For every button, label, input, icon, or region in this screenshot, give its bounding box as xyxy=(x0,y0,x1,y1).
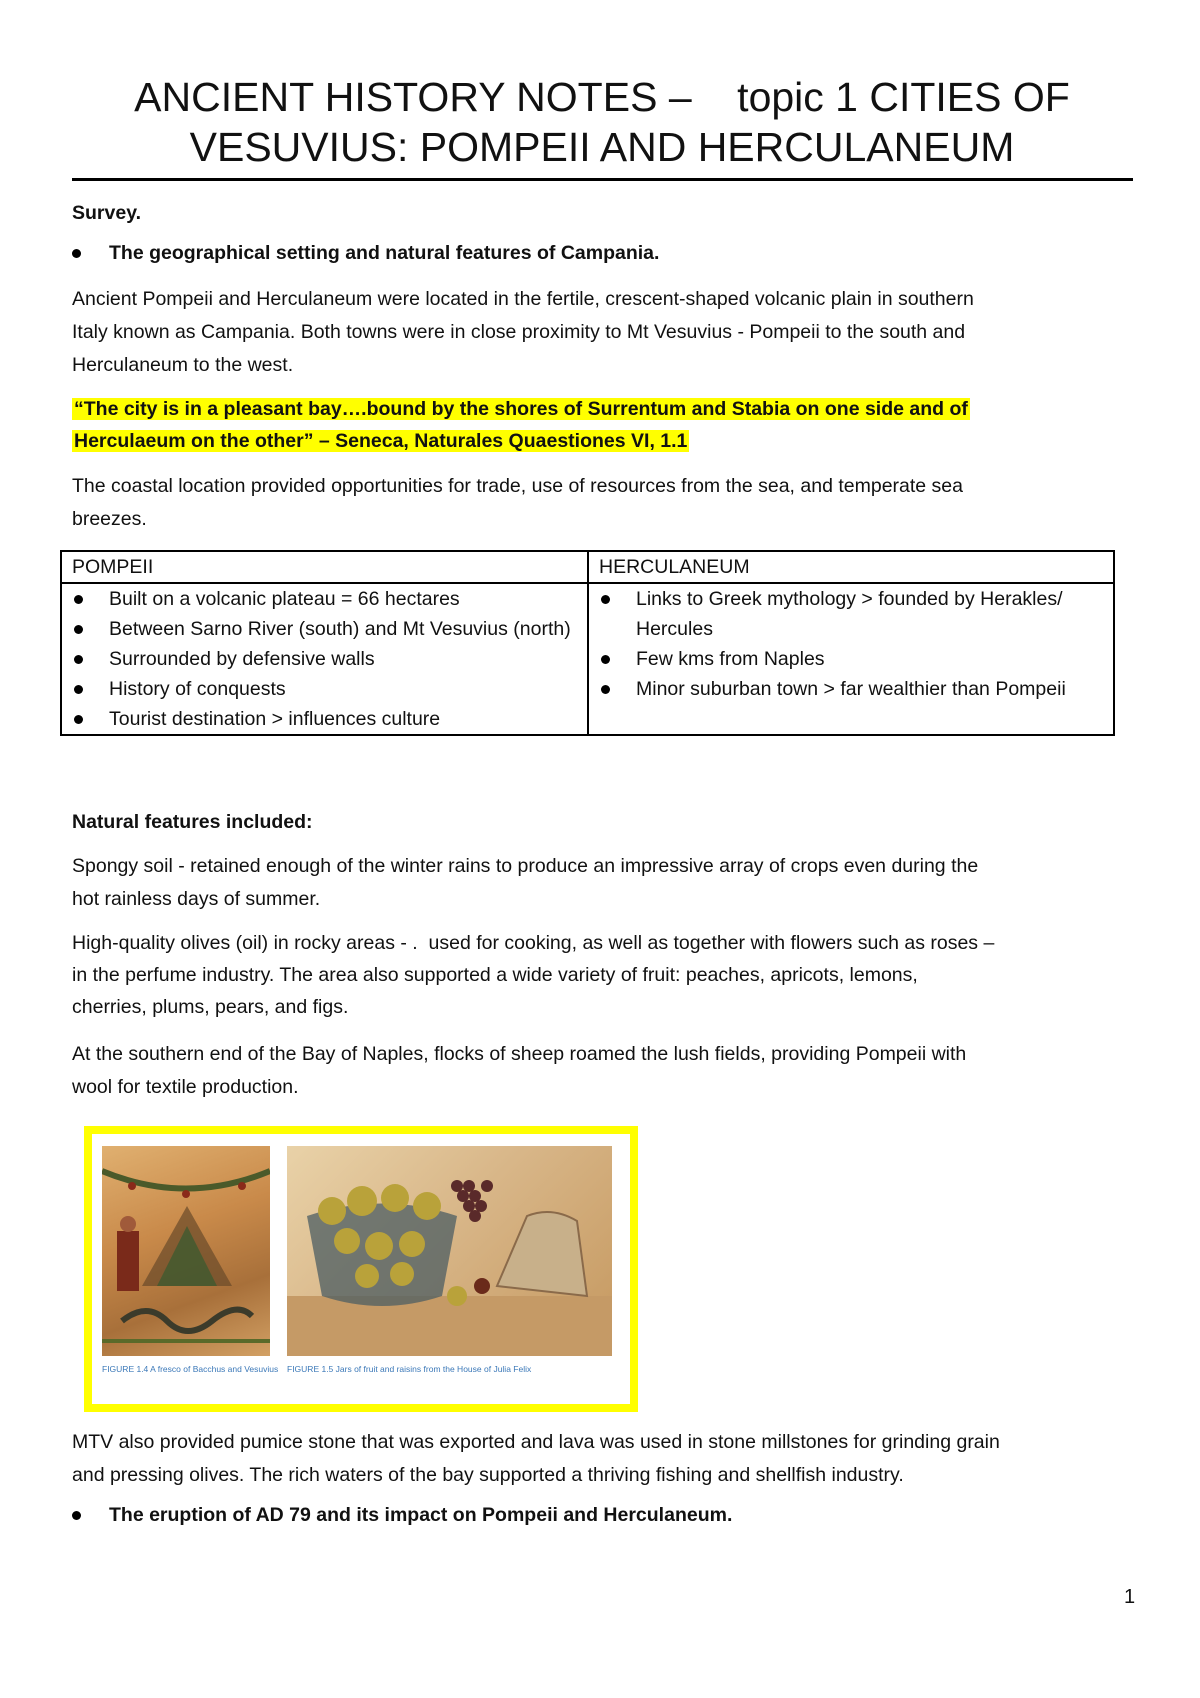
herculaneum-list xyxy=(599,584,1103,704)
bullet-dot-icon xyxy=(72,1511,81,1520)
table-header-herculaneum: HERCULANEUM xyxy=(588,551,1114,583)
comparison-table xyxy=(60,550,1115,736)
sheep-line-1: At the southern end of the Bay of Naples, flocks of sheep roamed the lush fields, providing Pompeii with xyxy=(72,1043,967,1065)
mtv-paragraph xyxy=(72,1426,1142,1492)
quote-line-2: Herculaeum on the other” – Seneca, Naturales Quaestiones VI, 1.1 xyxy=(74,430,688,452)
page-number: 1 xyxy=(1124,1586,1136,1608)
quote-line-1: “The city is in a pleasant bay….bound by the shores of Surrentum and Stabia on one side and of xyxy=(74,398,968,420)
intro-line-2: Italy known as Campania. Both towns were in close proximity to Mt Vesuvius - Pompeii to the south and xyxy=(72,321,966,343)
coastal-line-2: breezes. xyxy=(72,508,147,530)
intro-line-3: Herculaneum to the west. xyxy=(72,354,294,376)
bullet-label: The eruption of AD 79 and its impact on Pompeii and Herculaneum. xyxy=(109,1504,733,1526)
sheep-paragraph xyxy=(72,1038,1142,1104)
title-line-2: VESUVIUS: POMPEII AND HERCULANEUM xyxy=(189,124,1015,170)
intro-paragraph xyxy=(72,283,1142,382)
soil-line-1: Spongy soil - retained enough of the winter rains to produce an impressive array of crops even during the xyxy=(72,855,979,877)
bullet-dot-icon xyxy=(72,249,81,258)
herculaneum-cell xyxy=(588,583,1114,735)
soil-line-2: hot rainless days of summer. xyxy=(72,888,321,910)
table-row xyxy=(61,583,1114,735)
list-item: Minor suburban town > far wealthier than Pompeii xyxy=(599,674,1103,704)
coastal-paragraph xyxy=(72,470,1142,536)
fresco-illustration xyxy=(102,1146,270,1356)
intro-line-1: Ancient Pompeii and Herculaneum were located in the fertile, crescent-shaped volcanic plain in southern xyxy=(72,288,974,310)
table-header-row xyxy=(61,551,1114,583)
olives-line-3: cherries, plums, pears, and figs. xyxy=(72,996,349,1018)
bacchus-vesuvius-fresco-image xyxy=(102,1146,270,1356)
fruit-jars-fresco-image xyxy=(287,1146,612,1356)
page-title xyxy=(72,72,1132,172)
list-item: Links to Greek mythology > founded by Herakles/ Hercules xyxy=(599,584,1103,644)
figure-caption-2: FIGURE 1.5 Jars of fruit and raisins from the House of Julia Felix xyxy=(287,1364,532,1374)
sheep-line-2: wool for textile production. xyxy=(72,1076,299,1098)
list-item: Tourist destination > influences culture xyxy=(72,704,577,734)
olives-line-1: High-quality olives (oil) in rocky areas - . used for cooking, as well as together with flowers such as roses – xyxy=(72,932,995,954)
pompeii-cell xyxy=(61,583,588,735)
bullet-label: The geographical setting and natural features of Campania. xyxy=(109,242,660,264)
table-header-pompeii: POMPEII xyxy=(61,551,588,583)
list-item: Built on a volcanic plateau = 66 hectares xyxy=(72,584,577,614)
pompeii-list xyxy=(72,584,577,734)
title-line-1: ANCIENT HISTORY NOTES – topic 1 CITIES OF xyxy=(134,74,1070,120)
list-item: Between Sarno River (south) and Mt Vesuvius (north) xyxy=(72,614,577,644)
natural-features-heading: Natural features included: xyxy=(72,811,313,833)
figure-highlight-frame xyxy=(84,1126,638,1412)
list-item: Few kms from Naples xyxy=(599,644,1103,674)
olives-paragraph xyxy=(72,927,1142,1023)
fruit-illustration xyxy=(287,1146,612,1356)
list-item: Surrounded by defensive walls xyxy=(72,644,577,674)
mtv-line-1: MTV also provided pumice stone that was exported and lava was used in stone millstones for grinding grain xyxy=(72,1431,1000,1453)
olives-line-2: in the perfume industry. The area also supported a wide variety of fruit: peaches, apricots, lemons, xyxy=(72,964,918,986)
seneca-quote xyxy=(72,393,1142,457)
list-item: History of conquests xyxy=(72,674,577,704)
survey-heading: Survey. xyxy=(72,202,142,224)
title-underline xyxy=(72,178,1133,181)
soil-paragraph xyxy=(72,850,1142,916)
mtv-line-2: and pressing olives. The rich waters of the bay supported a thriving fishing and shellfish industry. xyxy=(72,1464,904,1486)
coastal-line-1: The coastal location provided opportunities for trade, use of resources from the sea, and temperate sea xyxy=(72,475,964,497)
figure-caption-1: FIGURE 1.4 A fresco of Bacchus and Vesuvius xyxy=(102,1364,279,1374)
